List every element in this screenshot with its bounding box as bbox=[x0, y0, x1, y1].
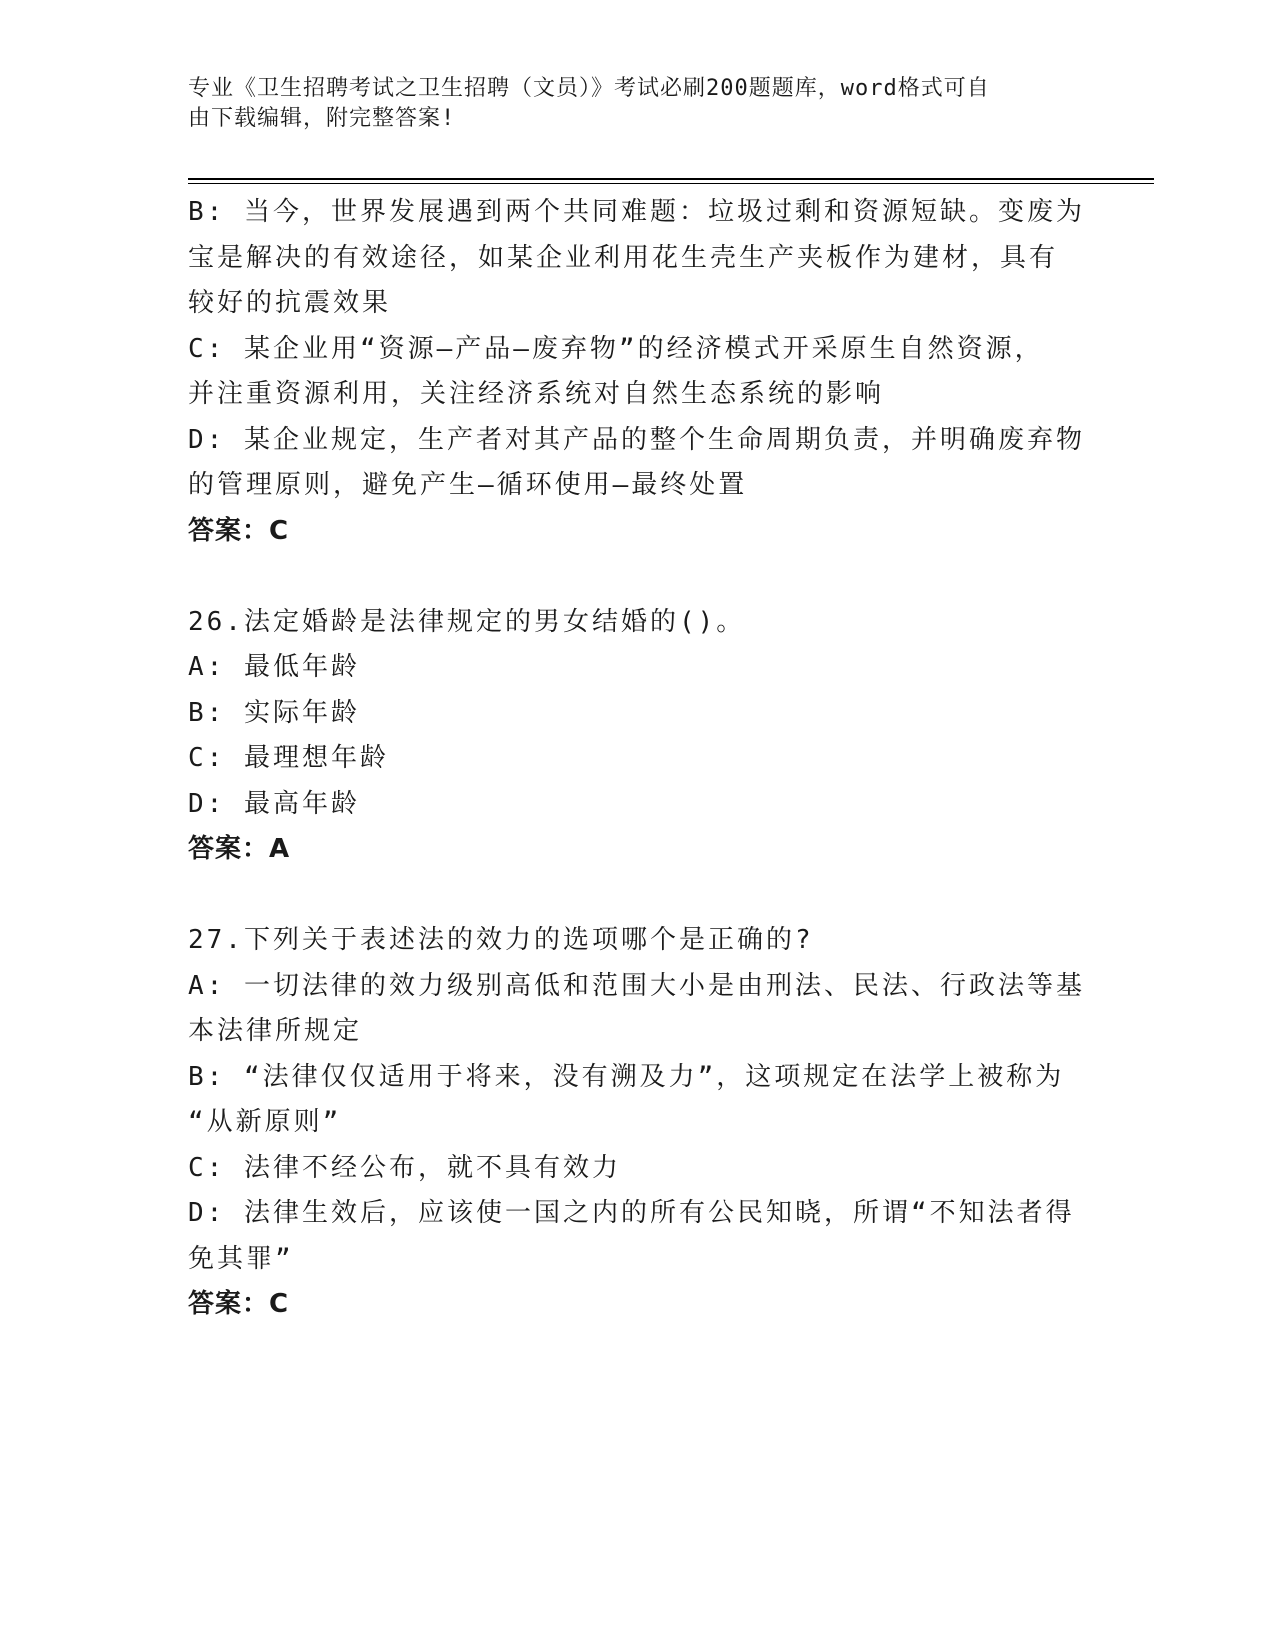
option-text-line: 的管理原则，避免产生—循环使用—最终处置 bbox=[188, 470, 748, 500]
question-text: 27.下列关于表述法的效力的选项哪个是正确的? bbox=[188, 925, 814, 955]
option-text-line: B: “法律仅仅适用于将来，没有溯及力”，这项规定在法学上被称为 bbox=[188, 1061, 1065, 1092]
answer-label: 答案：A bbox=[188, 834, 291, 864]
question-25 bbox=[188, 190, 1088, 554]
option-b bbox=[188, 1055, 1088, 1146]
question-text: 26.法定婚龄是法律规定的男女结婚的()。 bbox=[188, 606, 746, 637]
option-text-line: 免其罪” bbox=[188, 1243, 294, 1274]
spacer bbox=[188, 554, 1088, 600]
spacer bbox=[188, 873, 1088, 919]
option-b: B: 实际年龄 bbox=[188, 697, 360, 728]
question-27 bbox=[188, 918, 1088, 1328]
option-b bbox=[188, 190, 1088, 327]
option-text-line: 并注重资源利用，关注经济系统对自然生态系统的影响 bbox=[188, 379, 885, 409]
option-text-line: 较好的抗震效果 bbox=[188, 288, 392, 318]
option-text-line: A: 一切法律的效力级别高低和范围大小是由刑法、民法、行政法等基 bbox=[188, 970, 1085, 1001]
question-26 bbox=[188, 600, 1088, 873]
option-d: D: 最高年龄 bbox=[188, 788, 360, 819]
option-c: C: 最理想年龄 bbox=[188, 743, 389, 773]
header-divider-thick bbox=[188, 178, 1154, 180]
option-a: A: 最低年龄 bbox=[188, 652, 360, 682]
option-text-line: 本法律所规定 bbox=[188, 1016, 363, 1046]
option-text-line: B: 当今，世界发展遇到两个共同难题：垃圾过剩和资源短缺。变废为 bbox=[188, 197, 1085, 227]
header-divider-thin bbox=[188, 183, 1154, 184]
question-content bbox=[188, 190, 1088, 1328]
option-d bbox=[188, 1191, 1088, 1282]
option-text-line: D: 某企业规定，生产者对其产品的整个生命周期负责，并明确废弃物 bbox=[188, 424, 1085, 455]
answer-label: 答案：C bbox=[188, 1289, 290, 1319]
option-text-line: C: 某企业用“资源—产品—废弃物”的经济模式开采原生自然资源， bbox=[188, 333, 1044, 364]
option-c bbox=[188, 327, 1088, 418]
option-text-line: D: 法律生效后，应该使一国之内的所有公民知晓，所谓“不知法者得 bbox=[188, 1198, 1075, 1228]
option-a bbox=[188, 964, 1088, 1055]
option-text-line: 宝是解决的有效途径，如某企业利用花生壳生产夹板作为建材，具有 bbox=[188, 242, 1059, 273]
option-c: C: 法律不经公布，就不具有效力 bbox=[188, 1152, 621, 1183]
header-line: 专业《卫生招聘考试之卫生招聘（文员）》考试必刷200题题库，word格式可自 bbox=[188, 76, 990, 101]
option-d bbox=[188, 418, 1088, 509]
answer-label: 答案：C bbox=[188, 515, 290, 546]
header-line: 由下载编辑，附完整答案! bbox=[188, 106, 456, 131]
option-text-line: “从新原则” bbox=[188, 1107, 342, 1137]
document-header bbox=[188, 74, 1068, 134]
